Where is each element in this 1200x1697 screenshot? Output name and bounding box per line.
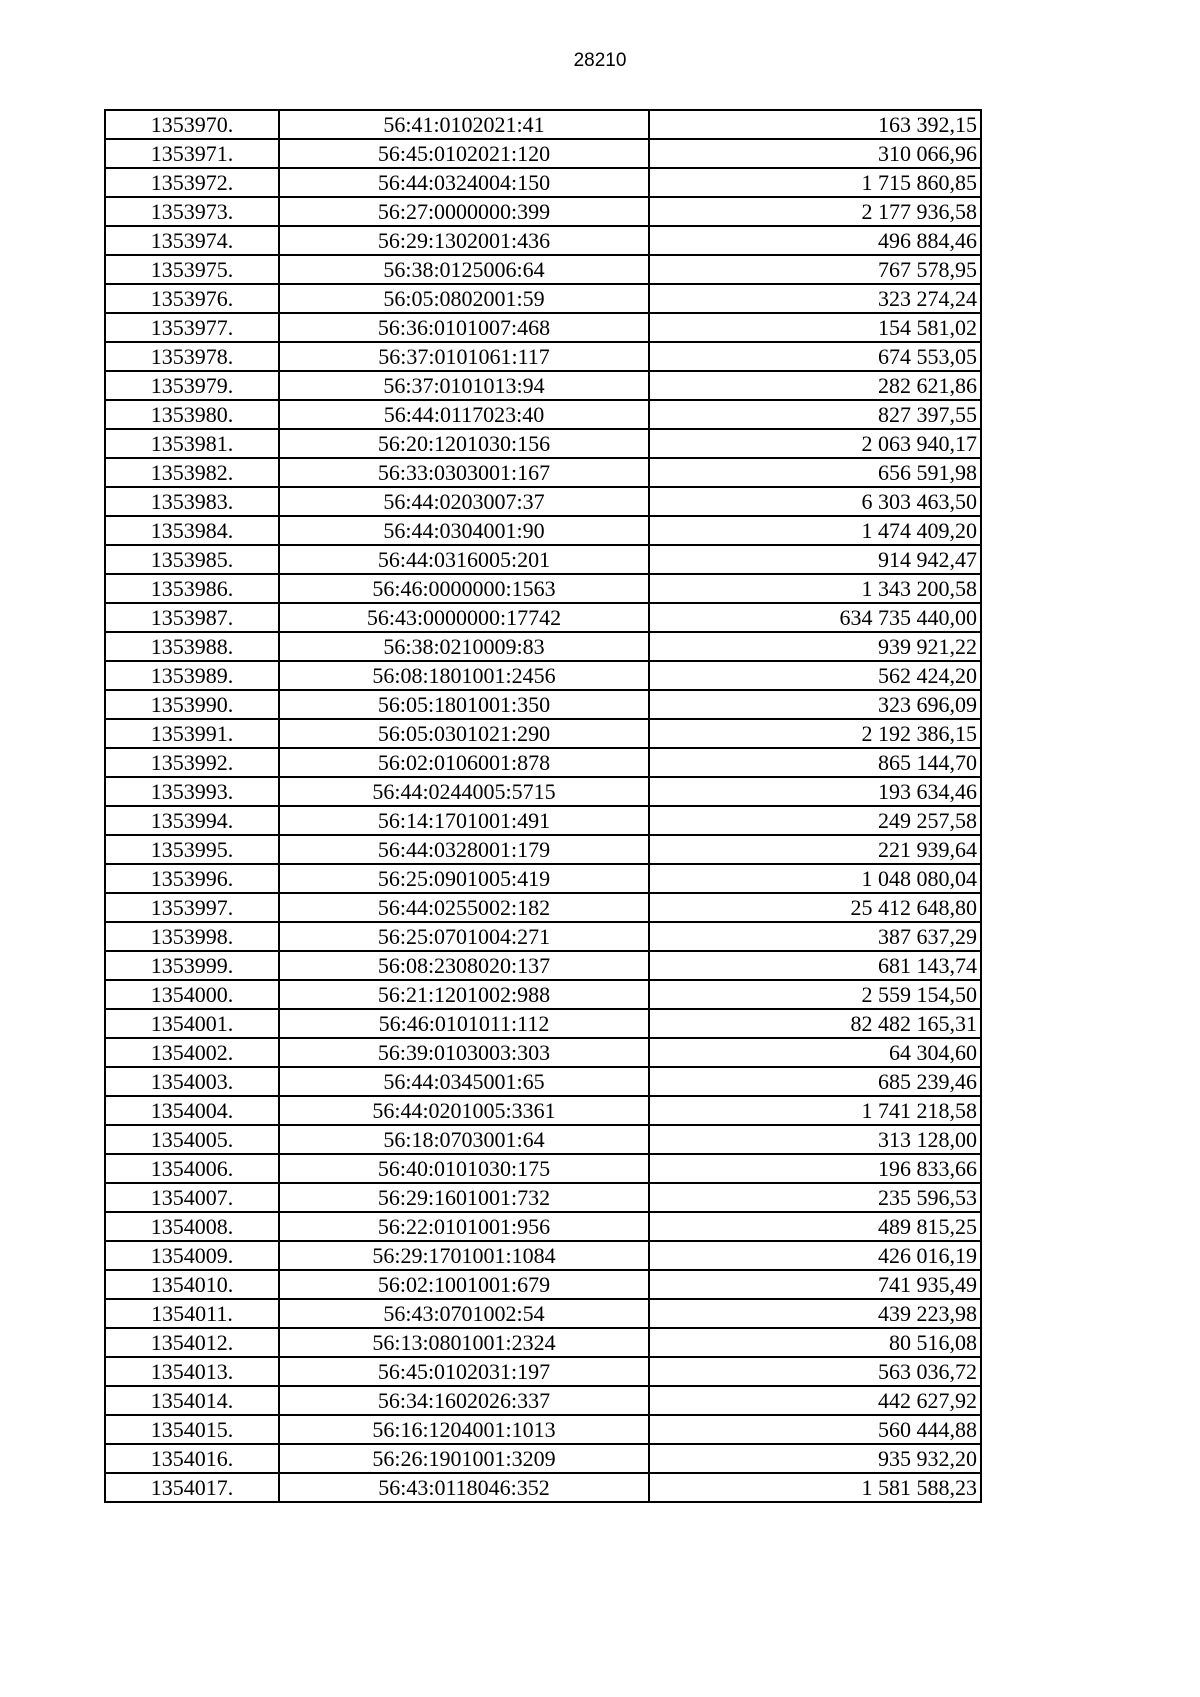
- cadastral-number-cell: 56:34:1602026:337: [279, 1386, 649, 1415]
- table-row: [105, 980, 981, 1009]
- row-number-cell: 1353988.: [105, 632, 279, 661]
- table-row: [105, 1212, 981, 1241]
- cadastral-number-cell: 56:29:1601001:732: [279, 1183, 649, 1212]
- cadastral-number-cell: 56:33:0303001:167: [279, 458, 649, 487]
- table-row: [105, 864, 981, 893]
- cadastral-number-cell: 56:37:0101061:117: [279, 342, 649, 371]
- row-number-cell: 1353979.: [105, 371, 279, 400]
- cadastral-value-cell: 2 177 936,58: [649, 197, 981, 226]
- cadastral-number-cell: 56:38:0125006:64: [279, 255, 649, 284]
- cadastral-value-cell: 196 833,66: [649, 1154, 981, 1183]
- table-row: [105, 1038, 981, 1067]
- cadastral-number-cell: 56:46:0000000:1563: [279, 574, 649, 603]
- row-number-cell: 1353976.: [105, 284, 279, 313]
- table-body: [105, 110, 981, 1502]
- cadastral-number-cell: 56:44:0117023:40: [279, 400, 649, 429]
- row-number-cell: 1354007.: [105, 1183, 279, 1212]
- row-number-cell: 1354003.: [105, 1067, 279, 1096]
- cadastral-value-cell: 1 581 588,23: [649, 1473, 981, 1502]
- cadastral-value-cell: 323 696,09: [649, 690, 981, 719]
- cadastral-value-cell: 64 304,60: [649, 1038, 981, 1067]
- row-number-cell: 1354005.: [105, 1125, 279, 1154]
- table-row: [105, 284, 981, 313]
- table-row: [105, 400, 981, 429]
- row-number-cell: 1354011.: [105, 1299, 279, 1328]
- cadastral-value-cell: 387 637,29: [649, 922, 981, 951]
- row-number-cell: 1353984.: [105, 516, 279, 545]
- cadastral-number-cell: 56:37:0101013:94: [279, 371, 649, 400]
- row-number-cell: 1354016.: [105, 1444, 279, 1473]
- cadastral-value-table: [104, 109, 982, 1503]
- cadastral-number-cell: 56:44:0255002:182: [279, 893, 649, 922]
- table-row: [105, 342, 981, 371]
- table-row: [105, 139, 981, 168]
- row-number-cell: 1353989.: [105, 661, 279, 690]
- cadastral-value-cell: 496 884,46: [649, 226, 981, 255]
- table-row: [105, 1009, 981, 1038]
- cadastral-number-cell: 56:44:0304001:90: [279, 516, 649, 545]
- cadastral-value-cell: 235 596,53: [649, 1183, 981, 1212]
- table-row: [105, 1415, 981, 1444]
- table-row: [105, 255, 981, 284]
- cadastral-number-cell: 56:27:0000000:399: [279, 197, 649, 226]
- row-number-cell: 1354008.: [105, 1212, 279, 1241]
- row-number-cell: 1353983.: [105, 487, 279, 516]
- table-row: [105, 429, 981, 458]
- table-row: [105, 110, 981, 139]
- cadastral-number-cell: 56:05:0301021:290: [279, 719, 649, 748]
- cadastral-number-cell: 56:29:1302001:436: [279, 226, 649, 255]
- table-row: [105, 1386, 981, 1415]
- row-number-cell: 1354012.: [105, 1328, 279, 1357]
- row-number-cell: 1353975.: [105, 255, 279, 284]
- cadastral-number-cell: 56:25:0701004:271: [279, 922, 649, 951]
- cadastral-value-cell: 249 257,58: [649, 806, 981, 835]
- table-row: [105, 1299, 981, 1328]
- cadastral-value-cell: 163 392,15: [649, 110, 981, 139]
- cadastral-value-cell: 82 482 165,31: [649, 1009, 981, 1038]
- cadastral-value-cell: 1 715 860,85: [649, 168, 981, 197]
- cadastral-value-cell: 634 735 440,00: [649, 603, 981, 632]
- table-row: [105, 1328, 981, 1357]
- cadastral-number-cell: 56:13:0801001:2324: [279, 1328, 649, 1357]
- cadastral-value-cell: 282 621,86: [649, 371, 981, 400]
- cadastral-value-cell: 154 581,02: [649, 313, 981, 342]
- table-row: [105, 603, 981, 632]
- cadastral-number-cell: 56:14:1701001:491: [279, 806, 649, 835]
- cadastral-number-cell: 56:16:1204001:1013: [279, 1415, 649, 1444]
- cadastral-value-cell: 310 066,96: [649, 139, 981, 168]
- row-number-cell: 1353974.: [105, 226, 279, 255]
- cadastral-value-cell: 681 143,74: [649, 951, 981, 980]
- row-number-cell: 1353991.: [105, 719, 279, 748]
- row-number-cell: 1354015.: [105, 1415, 279, 1444]
- row-number-cell: 1354000.: [105, 980, 279, 1009]
- cadastral-number-cell: 56:44:0244005:5715: [279, 777, 649, 806]
- table-row: [105, 777, 981, 806]
- row-number-cell: 1353982.: [105, 458, 279, 487]
- table-row: [105, 1096, 981, 1125]
- cadastral-number-cell: 56:44:0316005:201: [279, 545, 649, 574]
- cadastral-number-cell: 56:46:0101011:112: [279, 1009, 649, 1038]
- cadastral-value-cell: 914 942,47: [649, 545, 981, 574]
- cadastral-number-cell: 56:45:0102021:120: [279, 139, 649, 168]
- cadastral-value-cell: 685 239,46: [649, 1067, 981, 1096]
- row-number-cell: 1353994.: [105, 806, 279, 835]
- cadastral-number-cell: 56:25:0901005:419: [279, 864, 649, 893]
- cadastral-value-cell: 562 424,20: [649, 661, 981, 690]
- row-number-cell: 1353996.: [105, 864, 279, 893]
- cadastral-number-cell: 56:43:0000000:17742: [279, 603, 649, 632]
- cadastral-value-cell: 1 474 409,20: [649, 516, 981, 545]
- cadastral-value-cell: 426 016,19: [649, 1241, 981, 1270]
- table-row: [105, 458, 981, 487]
- cadastral-value-cell: 767 578,95: [649, 255, 981, 284]
- cadastral-number-cell: 56:41:0102021:41: [279, 110, 649, 139]
- cadastral-value-cell: 439 223,98: [649, 1299, 981, 1328]
- cadastral-number-cell: 56:45:0102031:197: [279, 1357, 649, 1386]
- cadastral-value-cell: 25 412 648,80: [649, 893, 981, 922]
- cadastral-value-cell: 2 063 940,17: [649, 429, 981, 458]
- row-number-cell: 1353980.: [105, 400, 279, 429]
- table-row: [105, 806, 981, 835]
- row-number-cell: 1354004.: [105, 1096, 279, 1125]
- cadastral-value-cell: 1 343 200,58: [649, 574, 981, 603]
- row-number-cell: 1353970.: [105, 110, 279, 139]
- cadastral-number-cell: 56:21:1201002:988: [279, 980, 649, 1009]
- row-number-cell: 1353985.: [105, 545, 279, 574]
- row-number-cell: 1353995.: [105, 835, 279, 864]
- cadastral-value-cell: 323 274,24: [649, 284, 981, 313]
- row-number-cell: 1353990.: [105, 690, 279, 719]
- table-row: [105, 1183, 981, 1212]
- cadastral-value-cell: 1 741 218,58: [649, 1096, 981, 1125]
- table-row: [105, 719, 981, 748]
- row-number-cell: 1353993.: [105, 777, 279, 806]
- table-row: [105, 1357, 981, 1386]
- row-number-cell: 1354013.: [105, 1357, 279, 1386]
- row-number-cell: 1353981.: [105, 429, 279, 458]
- table-row: [105, 545, 981, 574]
- row-number-cell: 1353972.: [105, 168, 279, 197]
- cadastral-value-cell: 2 192 386,15: [649, 719, 981, 748]
- row-number-cell: 1354006.: [105, 1154, 279, 1183]
- cadastral-number-cell: 56:44:0328001:179: [279, 835, 649, 864]
- table-row: [105, 197, 981, 226]
- row-number-cell: 1354010.: [105, 1270, 279, 1299]
- cadastral-value-cell: 939 921,22: [649, 632, 981, 661]
- table-row: [105, 371, 981, 400]
- cadastral-value-cell: 560 444,88: [649, 1415, 981, 1444]
- cadastral-number-cell: 56:43:0701002:54: [279, 1299, 649, 1328]
- row-number-cell: 1353999.: [105, 951, 279, 980]
- cadastral-number-cell: 56:18:0703001:64: [279, 1125, 649, 1154]
- table-row: [105, 748, 981, 777]
- cadastral-value-cell: 6 303 463,50: [649, 487, 981, 516]
- cadastral-value-cell: 221 939,64: [649, 835, 981, 864]
- cadastral-value-cell: 2 559 154,50: [649, 980, 981, 1009]
- cadastral-value-cell: 442 627,92: [649, 1386, 981, 1415]
- table-row: [105, 1473, 981, 1502]
- cadastral-number-cell: 56:44:0203007:37: [279, 487, 649, 516]
- row-number-cell: 1354001.: [105, 1009, 279, 1038]
- cadastral-number-cell: 56:05:1801001:350: [279, 690, 649, 719]
- table-row: [105, 487, 981, 516]
- cadastral-value-cell: 656 591,98: [649, 458, 981, 487]
- cadastral-number-cell: 56:22:0101001:956: [279, 1212, 649, 1241]
- cadastral-number-cell: 56:20:1201030:156: [279, 429, 649, 458]
- cadastral-number-cell: 56:08:1801001:2456: [279, 661, 649, 690]
- cadastral-number-cell: 56:44:0345001:65: [279, 1067, 649, 1096]
- row-number-cell: 1354002.: [105, 1038, 279, 1067]
- row-number-cell: 1353997.: [105, 893, 279, 922]
- cadastral-number-cell: 56:29:1701001:1084: [279, 1241, 649, 1270]
- cadastral-number-cell: 56:36:0101007:468: [279, 313, 649, 342]
- table-row: [105, 313, 981, 342]
- cadastral-value-cell: 563 036,72: [649, 1357, 981, 1386]
- cadastral-number-cell: 56:26:1901001:3209: [279, 1444, 649, 1473]
- table-row: [105, 516, 981, 545]
- table-row: [105, 1125, 981, 1154]
- cadastral-value-cell: 827 397,55: [649, 400, 981, 429]
- cadastral-value-cell: 741 935,49: [649, 1270, 981, 1299]
- table-row: [105, 661, 981, 690]
- cadastral-value-cell: 313 128,00: [649, 1125, 981, 1154]
- table-row: [105, 835, 981, 864]
- table-row: [105, 1154, 981, 1183]
- table-row: [105, 226, 981, 255]
- row-number-cell: 1354014.: [105, 1386, 279, 1415]
- cadastral-number-cell: 56:39:0103003:303: [279, 1038, 649, 1067]
- cadastral-value-cell: 193 634,46: [649, 777, 981, 806]
- row-number-cell: 1353978.: [105, 342, 279, 371]
- table-row: [105, 893, 981, 922]
- table-row: [105, 1067, 981, 1096]
- row-number-cell: 1353973.: [105, 197, 279, 226]
- cadastral-number-cell: 56:43:0118046:352: [279, 1473, 649, 1502]
- cadastral-value-cell: 489 815,25: [649, 1212, 981, 1241]
- cadastral-value-cell: 674 553,05: [649, 342, 981, 371]
- cadastral-number-cell: 56:40:0101030:175: [279, 1154, 649, 1183]
- row-number-cell: 1353987.: [105, 603, 279, 632]
- cadastral-value-cell: 80 516,08: [649, 1328, 981, 1357]
- row-number-cell: 1354009.: [105, 1241, 279, 1270]
- row-number-cell: 1353986.: [105, 574, 279, 603]
- row-number-cell: 1353971.: [105, 139, 279, 168]
- cadastral-number-cell: 56:38:0210009:83: [279, 632, 649, 661]
- table-row: [105, 922, 981, 951]
- cadastral-value-cell: 865 144,70: [649, 748, 981, 777]
- table-row: [105, 574, 981, 603]
- row-number-cell: 1353992.: [105, 748, 279, 777]
- cadastral-number-cell: 56:05:0802001:59: [279, 284, 649, 313]
- table-row: [105, 632, 981, 661]
- cadastral-value-cell: 1 048 080,04: [649, 864, 981, 893]
- cadastral-value-cell: 935 932,20: [649, 1444, 981, 1473]
- table-row: [105, 168, 981, 197]
- table-row: [105, 1270, 981, 1299]
- cadastral-number-cell: 56:44:0324004:150: [279, 168, 649, 197]
- table-row: [105, 690, 981, 719]
- row-number-cell: 1353977.: [105, 313, 279, 342]
- cadastral-number-cell: 56:08:2308020:137: [279, 951, 649, 980]
- table-row: [105, 1444, 981, 1473]
- cadastral-number-cell: 56:02:0106001:878: [279, 748, 649, 777]
- row-number-cell: 1354017.: [105, 1473, 279, 1502]
- row-number-cell: 1353998.: [105, 922, 279, 951]
- table-row: [105, 1241, 981, 1270]
- page-number: 28210: [573, 50, 627, 71]
- table-row: [105, 951, 981, 980]
- cadastral-number-cell: 56:44:0201005:3361: [279, 1096, 649, 1125]
- cadastral-number-cell: 56:02:1001001:679: [279, 1270, 649, 1299]
